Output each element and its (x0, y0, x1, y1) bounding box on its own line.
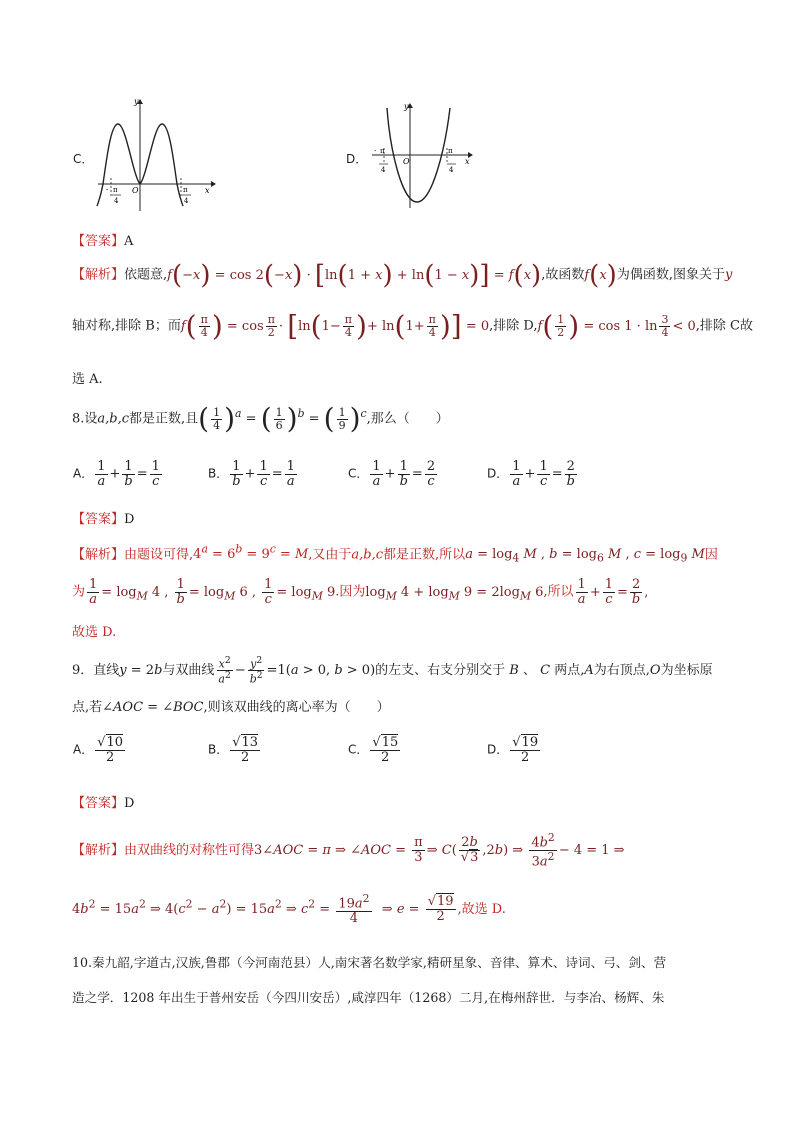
option-d-label: D． (346, 152, 368, 166)
svg-text:y: y (404, 102, 409, 111)
q7-answer: 【答案】A (72, 234, 134, 249)
svg-text:4: 4 (381, 166, 386, 174)
svg-text:-: - (374, 147, 377, 155)
tick-4-right: 4 (184, 197, 189, 205)
svg-text:4: 4 (449, 166, 454, 174)
q9-stem-line2: 点,若∠AOC = ∠BOC,则该双曲线的离心率为（ ） (72, 700, 390, 715)
svg-text:O: O (403, 157, 410, 166)
q8-analysis-line1: 【解析】由题设可得$,4^a = 6^b = 9^c = M$,又由于a,b,c都是正数,所以$a = \log_4 M$ , $b = \log_6 M$ , $c = \log_9 M$因 (72, 543, 718, 565)
q9-answer: 【答案】D (72, 796, 135, 811)
q8-analysis-line3: 故选 D. (72, 625, 117, 640)
q10-line2: 造之学．1208 年出生于普州安岳（今四川安岳）,咸淳四年（1268）二月,在梅州辞世．与李冶、杨辉、朱 (72, 990, 665, 1005)
svg-text:π: π (448, 147, 453, 155)
q9-stem-line1: 9．直线y = 2b与双曲线 $\frac{x^2}{a^2}$ − $\frac{y^2}{b^2}$ =1(a > 0, b > 0)的左支、右支分别交于 B 、 C 两点,A为右顶点,O为坐标原 (72, 655, 713, 686)
graph-option-d (370, 100, 475, 212)
q7-analysis-line2: 轴对称,排除 B；而f( $\frac{\pi}{4}$ ) = cos $\frac{\pi}{2}$ · [ln(1− $\frac{\pi}{4}$ )+ ln(1+ $\frac{\pi}{4}$ )] = 0,排除 D,f( $\frac{1}{2}$ ) = cos 1 · ln $\frac{3}{4}$ < 0,排除 C故 (72, 309, 753, 342)
q10-line1: 10.秦九韶,字道古,汉族,鲁郡（今河南范县）人,南宋著名数学家,精研星象、音律、算术、诗词、弓、剑、营 (72, 955, 667, 970)
q9-option-d: D． $\frac{√19}{2}$ (487, 735, 539, 765)
q9-option-b: B． $\frac{√13}{2}$ (208, 735, 259, 765)
svg-text:π: π (380, 147, 385, 155)
tick-4-left: 4 (114, 197, 119, 205)
q7-analysis-line1: 【解析】依题意,f(−x) = cos 2(−x) · [ln(1 + x) + ln(1 − x)] = f(x),故函数f(x)为偶函数,图象关于y (72, 260, 733, 290)
graph-option-c (93, 96, 218, 214)
q9-option-c: C． $\frac{√15}{2}$ (348, 735, 399, 765)
svg-text:x: x (465, 157, 470, 166)
q8-option-b: B． $\frac{1}{b}$ + $\frac{1}{c}$ = $\frac{1}{a}$ (208, 459, 295, 489)
q8-stem: 8.设a,b,c都是正数,且( $\frac{1}{4}$ )$^a$ = ( $\frac{1}{6}$ )$^b$ = ( $\frac{1}{9}$ )$^c$,那么（ ） (72, 402, 449, 435)
q9-analysis-line1: 【解析】由双曲线的对称性可得3∠AOC = π ⇒ ∠AOC = $\frac{\pi}{3}$ ⇒ C( $\frac{2b}{√3}$ ,2b) ⇒ $\frac{4b^2}{3a^2}$ − 4 = 1 ⇒ (72, 831, 625, 870)
q8-answer: 【答案】D (72, 512, 135, 527)
origin-label: O (132, 186, 139, 195)
q9-option-a: A． $\frac{√10}{2}$ (73, 735, 124, 765)
q8-option-d: D． $\frac{1}{a}$ + $\frac{1}{c}$ = $\frac{2}{b}$ (487, 459, 575, 489)
option-c-label: C． (73, 152, 94, 166)
q7-analysis-line3: 选 A. (72, 372, 103, 387)
tick-pi-right: π (183, 186, 188, 194)
svg-text:-: - (106, 186, 109, 194)
q8-option-a: A． $\frac{1}{a}$ + $\frac{1}{b}$ = $\frac{1}{c}$ (73, 459, 160, 489)
q8-option-c: C． $\frac{1}{a}$ + $\frac{1}{b}$ = $\frac{2}{c}$ (348, 459, 436, 489)
q8-analysis-line2: 为 $\frac{1}{a}$ = $\log_M 4$ , $\frac{1}{b}$ = $\log_M 6$ , $\frac{1}{c}$ = $\log_M 9$.因为$\log_M 4 + \log_M 9 = 2\log_M$ 6,所以 $\frac{1}{a}$ + $\frac{1}{c}$ = $\frac{2}{b}$ , (72, 577, 649, 607)
axis-y-label: y (134, 97, 139, 106)
tick-pi-left: π (113, 186, 118, 194)
axis-x-label: x (205, 186, 210, 195)
q9-analysis-line2: $4b^2 = 15a^2$ ⇒ $4(c^2 - a^2) = 15a^2$ ⇒ $c^2$ = $\frac{19a^2}{4}$ ⇒ e = $\frac{√19}{2}$ ,故选 D. (72, 892, 506, 926)
